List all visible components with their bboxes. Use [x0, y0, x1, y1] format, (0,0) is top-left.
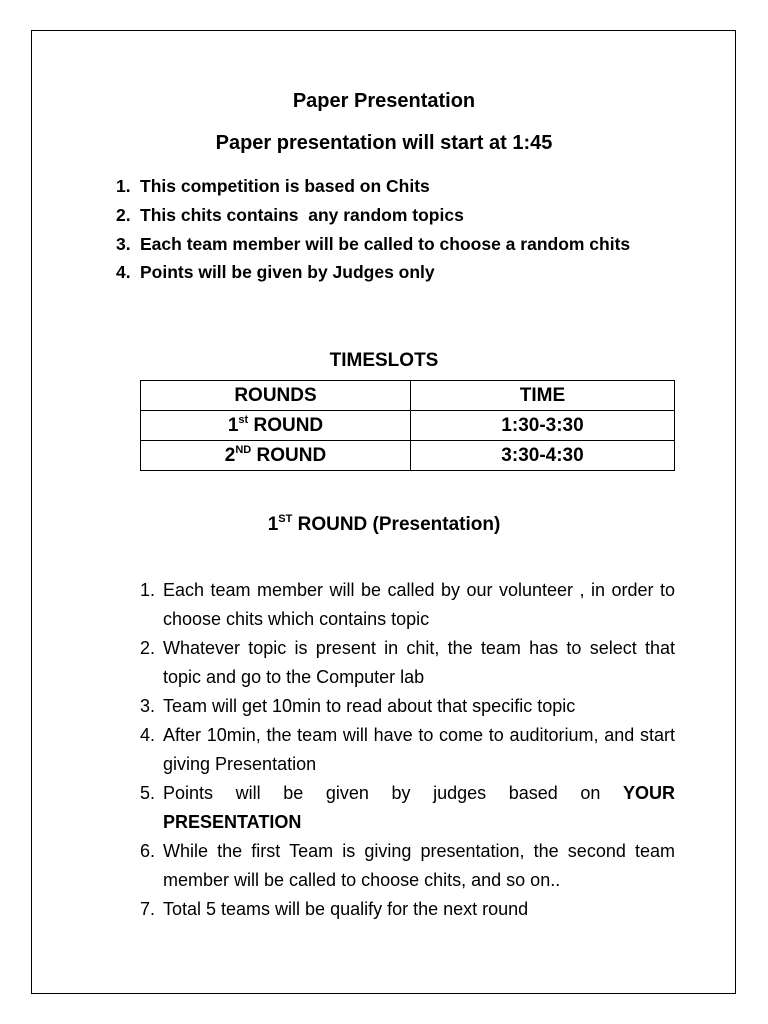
column-header-time: TIME — [411, 381, 675, 411]
time-cell: 3:30-4:30 — [411, 441, 675, 471]
list-item — [140, 837, 675, 895]
list-item — [116, 201, 676, 230]
column-header-rounds: ROUNDS — [141, 381, 411, 411]
round-cell: 1st ROUND — [141, 411, 411, 441]
list-item — [140, 895, 675, 924]
list-number: 2. — [140, 638, 156, 658]
list-number: 1. — [140, 580, 156, 600]
timeslots-table — [140, 380, 675, 471]
list-text: Total 5 teams will be qualify for the next round — [163, 899, 529, 919]
round1-heading: 1ST ROUND (Presentation) — [267, 513, 501, 535]
list-text: While the first Team is giving presentation, the second team member will be called to choose chits, and so on.. — [163, 841, 675, 890]
page-subtitle: Paper presentation will start at 1:45 — [215, 132, 553, 154]
list-text: Points will be given by judges based on YOUR PRESENTATION — [163, 783, 675, 832]
timeslots-title: TIMESLOTS — [329, 350, 439, 371]
list-item — [116, 230, 676, 259]
list-item — [140, 634, 675, 692]
list-text: This competition is based on Chits — [140, 176, 430, 196]
list-number: 3. — [116, 233, 131, 254]
round-cell: 2ND ROUND — [141, 441, 411, 471]
list-item — [140, 779, 675, 837]
list-number: 6. — [140, 841, 156, 861]
list-item — [116, 258, 676, 287]
list-number: 7. — [140, 899, 156, 919]
list-item — [140, 576, 675, 634]
intro-rules-list — [116, 172, 676, 287]
list-number: 4. — [140, 725, 156, 745]
list-number: 2. — [116, 204, 131, 225]
list-text: After 10min, the team will have to come to auditorium, and start giving Presentation — [163, 725, 675, 774]
list-item — [140, 692, 675, 721]
table-row — [141, 441, 675, 471]
table-header-row — [141, 381, 675, 411]
list-text: This chits contains any random topics — [140, 204, 464, 225]
list-text: Each team member will be called by our volunteer , in order to choose chits which contains topic — [163, 580, 675, 629]
list-number: 1. — [116, 176, 131, 196]
list-number: 4. — [116, 262, 131, 283]
list-text: Each team member will be called to choose a random chits — [140, 233, 631, 254]
time-cell: 1:30-3:30 — [411, 411, 675, 441]
list-item — [140, 721, 675, 779]
list-text: Team will get 10min to read about that specific topic — [163, 696, 576, 716]
table-row — [141, 411, 675, 441]
page-title: Paper Presentation — [292, 90, 476, 112]
list-number: 5. — [140, 783, 156, 803]
list-number: 3. — [140, 696, 156, 716]
list-text: Whatever topic is present in chit, the team has to select that topic and go to the Computer lab — [163, 638, 675, 687]
list-item — [116, 172, 676, 201]
round1-rules-list — [140, 576, 675, 924]
list-text: Points will be given by Judges only — [140, 262, 435, 283]
